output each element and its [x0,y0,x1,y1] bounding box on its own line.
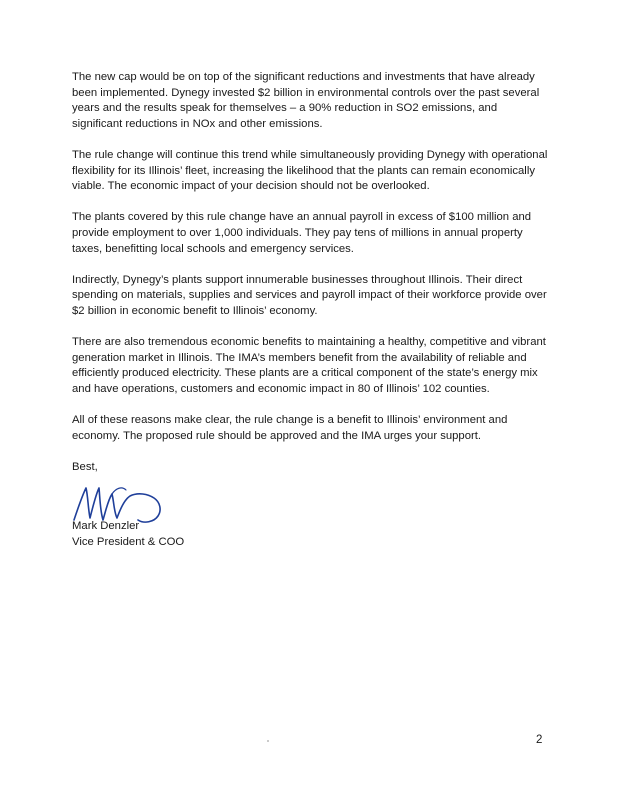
paragraph-emissions-cap: The new cap would be on top of the significant reductions and investments that have already been implemented. Dynegy invested $2 billion in environmental controls over the past several years and the results speak for themselves – a 90% reduction in SO2 emissions, and significant reductions in NOx and other emissions. [72,71,540,130]
paragraph-operational-flexibility: The rule change will continue this trend while simultaneously providing Dynegy with operational flexibility for its Illinois’ fleet, increasing the likelihood that the plants can remain economically viable. The economic impact of your decision should not be overlooked. [72,148,548,193]
paragraph-payroll-employment: The plants covered by this rule change have an annual payroll in excess of $100 million and provide employment to over 1,000 individuals. They pay tens of millions in annual property taxes, benefitting local schools and emergency services. [72,211,532,255]
letter-body [72,70,550,475]
signer-title: Vice President & COO [72,536,185,548]
scan-speck [267,740,269,742]
paragraph-indirect-benefits: Indirectly, Dynegy’s plants support innumerable businesses throughout Illinois. Their direct spending on materials, supplies and services and payroll impact of their workforce provide over $2 billion in economic benefit to Illinois’ economy. [72,273,547,317]
paragraph-conclusion: All of these reasons make clear, the rule change is a benefit to Illinois’ environment and economy. The proposed rule should be approved and the IMA urges your support. [72,414,508,442]
paragraph-generation-market: There are also tremendous economic benefits to maintaining a healthy, competitive and vibrant generation market in Illinois. The IMA’s members benefit from the availability of reliable and efficiently produced electricity. These plants are a critical component of the state’s energy mix and have operations, customers and economic impact in 80 of Illinois’ 102 counties. [72,336,546,395]
signer-name: Mark Denzler [72,520,140,532]
page-number: 2 [536,734,543,746]
closing-salutation: Best, [72,460,98,473]
